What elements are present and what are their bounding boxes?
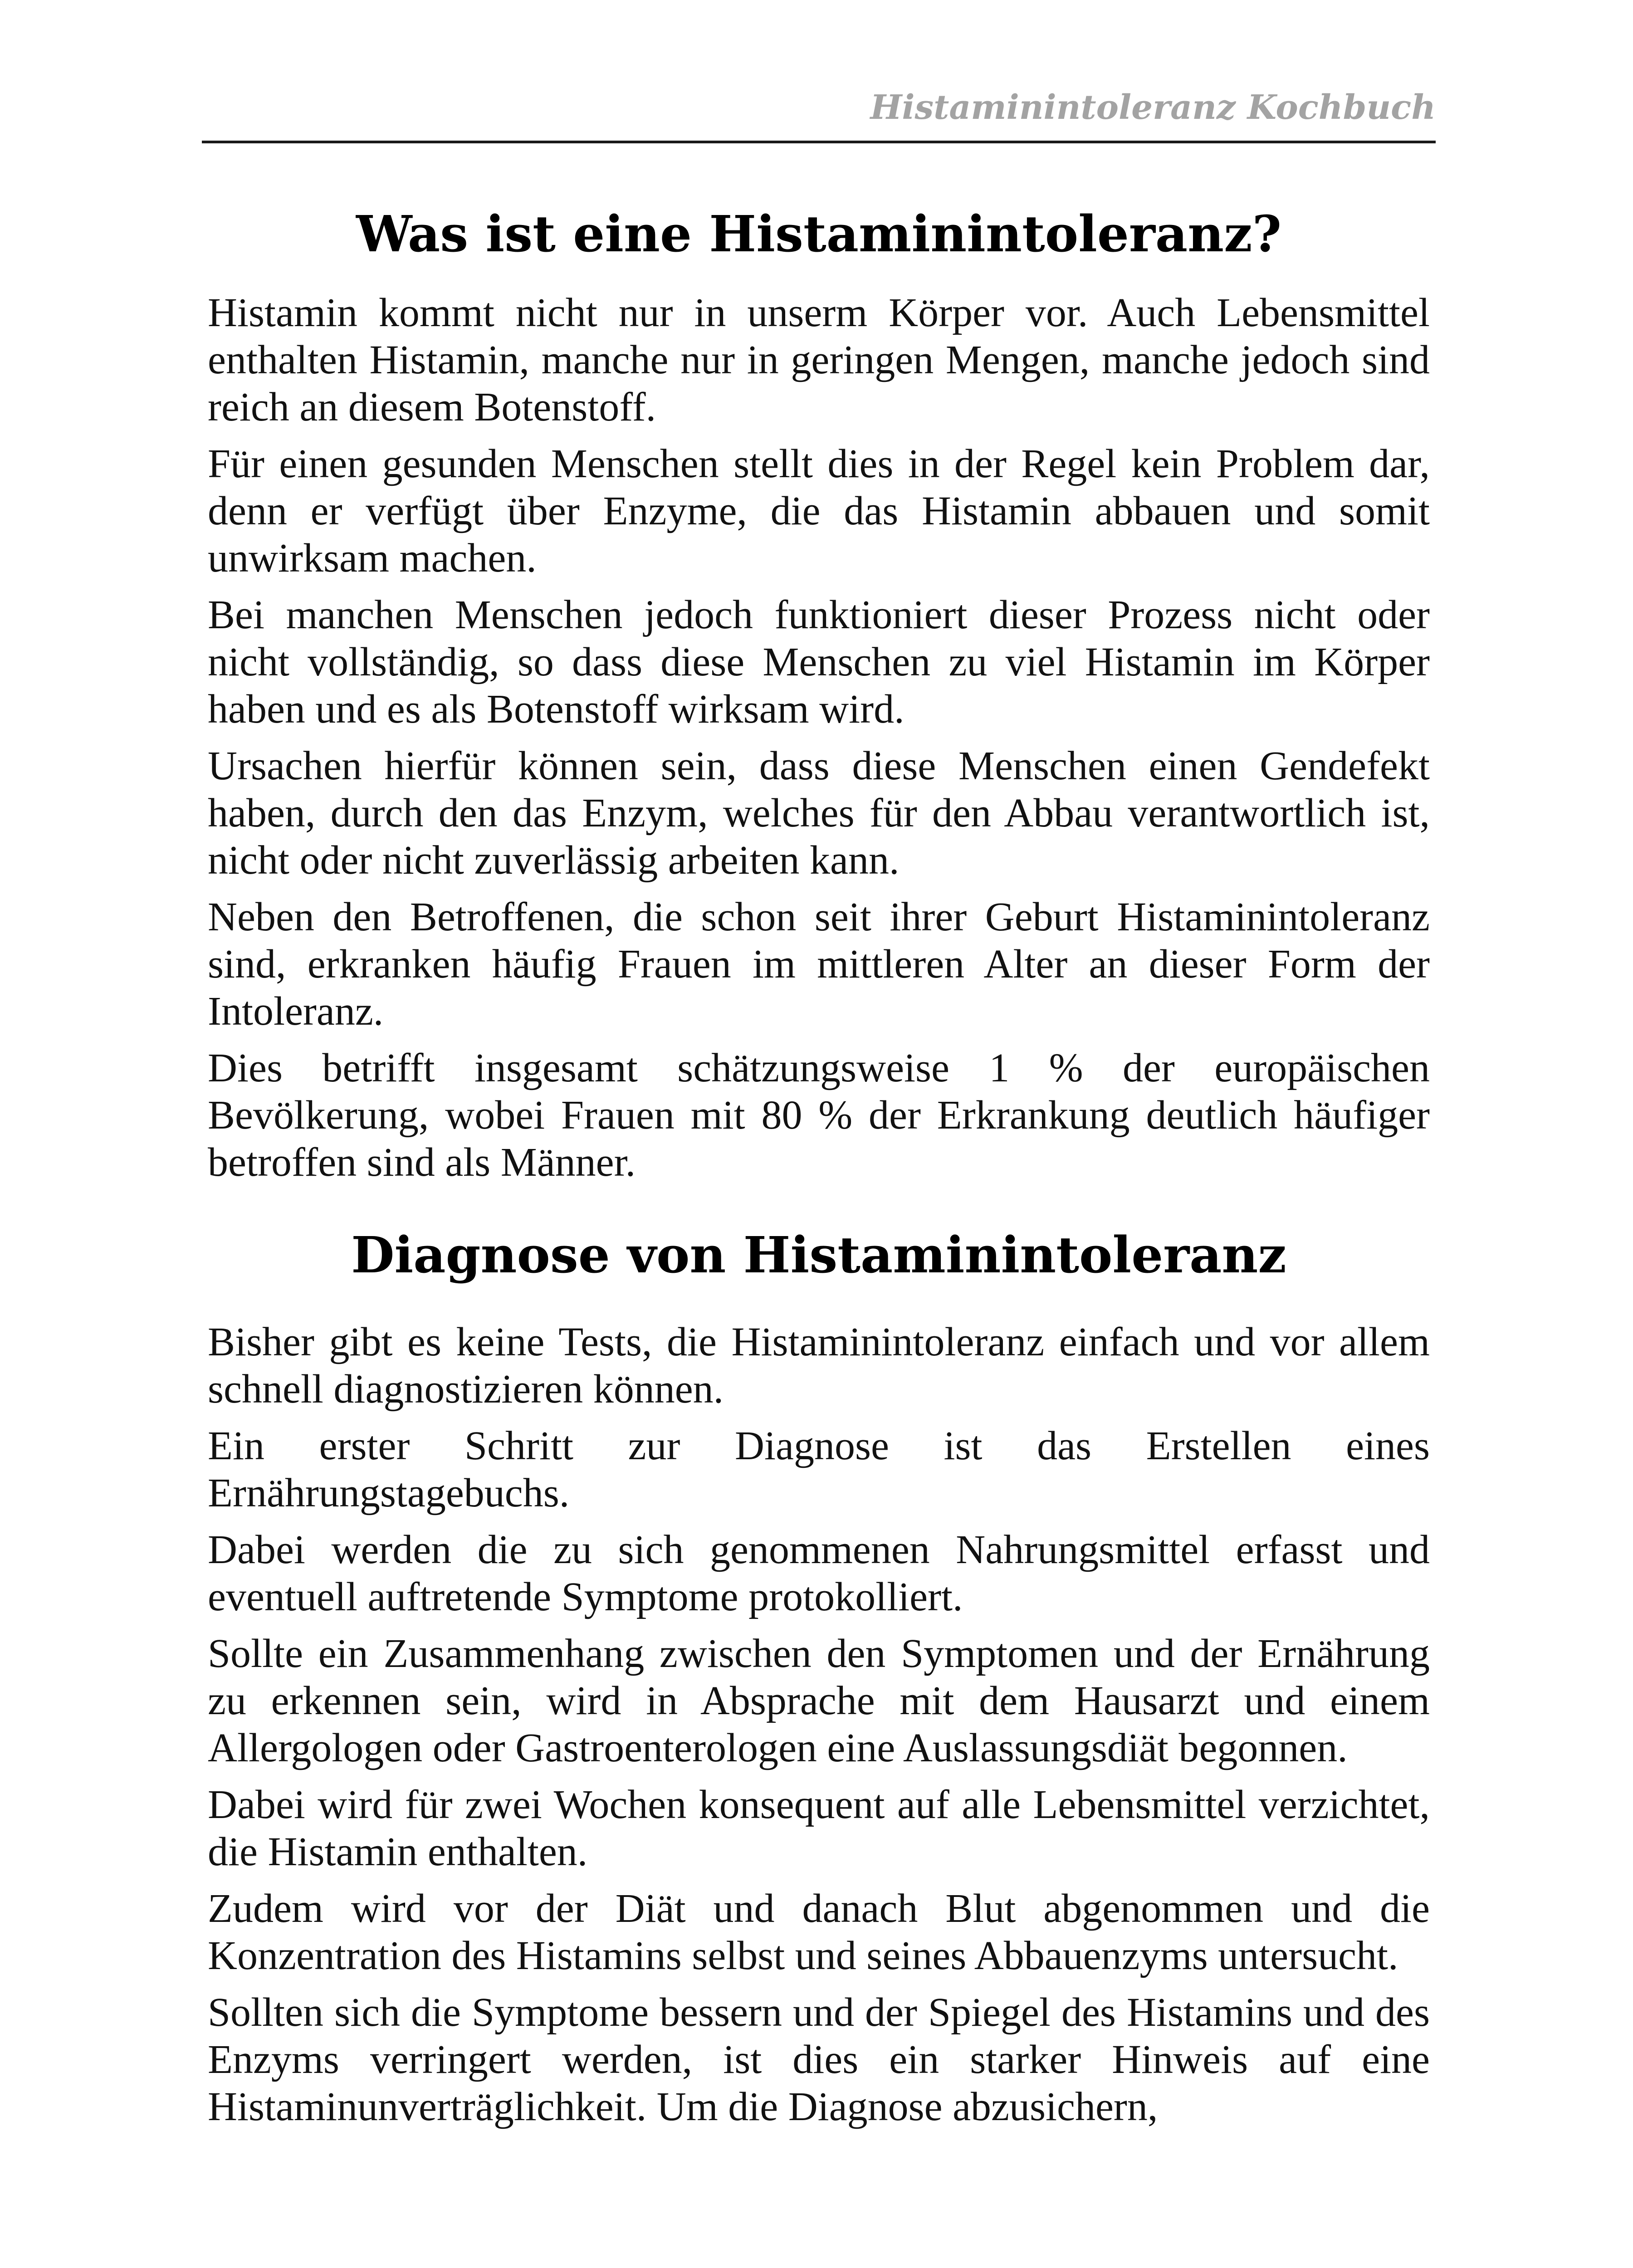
running-header: Histaminintoleranz Kochbuch xyxy=(870,88,1436,127)
paragraph: Ursachen hierfür können sein, dass diese Menschen einen Gendefekt haben, durch den das Enzym, welches für den Abbau verantwortlich ist, nicht oder nicht zuverlässig arbeiten kann. xyxy=(208,743,1430,883)
header-rule xyxy=(202,141,1436,143)
paragraph: Dabei werden die zu sich genommenen Nahrungsmittel erfasst und eventuell auftretende Symptome protokolliert. xyxy=(208,1527,1430,1619)
paragraph: Sollte ein Zusammenhang zwischen den Symptomen und der Ernährung zu erkennen sein, wird in Absprache mit dem Hausarzt und einem Allergologen oder Gastroenterologen eine Auslassungsdiät begonnen. xyxy=(208,1631,1430,1770)
paragraph: Histamin kommt nicht nur in unserm Körper vor. Auch Lebensmittel enthalten Histamin, manche nur in geringen Mengen, manche jedoch sind reich an diesem Botenstoff. xyxy=(208,290,1430,430)
section-heading: Was ist eine Histaminintoleranz? xyxy=(356,205,1282,263)
page-body xyxy=(208,204,1430,2140)
paragraph: Bei manchen Menschen jedoch funktioniert dieser Prozess nicht oder nicht vollständig, so dass diese Menschen zu viel Histamin im Körper haben und es als Botenstoff wirksam wird. xyxy=(208,592,1430,732)
paragraph: Für einen gesunden Menschen stellt dies in der Regel kein Problem dar, denn er verfügt über Enzyme, die das Histamin abbauen und somit unwirksam machen. xyxy=(208,441,1430,581)
paragraph: Sollten sich die Symptome bessern und der Spiegel des Histamins und des Enzyms verringert werden, ist dies ein starker Hinweis auf eine Histaminunverträglichkeit. Um die Diagnose abzusichern, xyxy=(208,1990,1430,2129)
paragraph: Neben den Betroffenen, die schon seit ihrer Geburt Histaminintoleranz sind, erkranken häufig Frauen im mittleren Alter an dieser Form der Intoleranz. xyxy=(208,894,1430,1034)
section-heading: Diagnose von Histaminintoleranz xyxy=(351,1226,1286,1284)
paragraph: Zudem wird vor der Diät und danach Blut abgenommen und die Konzentration des Histamins selbst und seines Abbauenzyms untersucht. xyxy=(208,1886,1430,1978)
paragraph: Ein erster Schritt zur Diagnose ist das Erstellen eines Ernährungstagebuchs. xyxy=(208,1423,1430,1515)
paragraph: Dabei wird für zwei Wochen konsequent auf alle Lebensmittel verzichtet, die Histamin enthalten. xyxy=(208,1782,1430,1874)
paragraph: Bisher gibt es keine Tests, die Histaminintoleranz einfach und vor allem schnell diagnostizieren können. xyxy=(208,1320,1430,1412)
paragraph: Dies betrifft insgesamt schätzungsweise 1 % der europäischen Bevölkerung, wobei Frauen mit 80 % der Erkrankung deutlich häufiger betroffen sind als Männer. xyxy=(208,1046,1430,1185)
